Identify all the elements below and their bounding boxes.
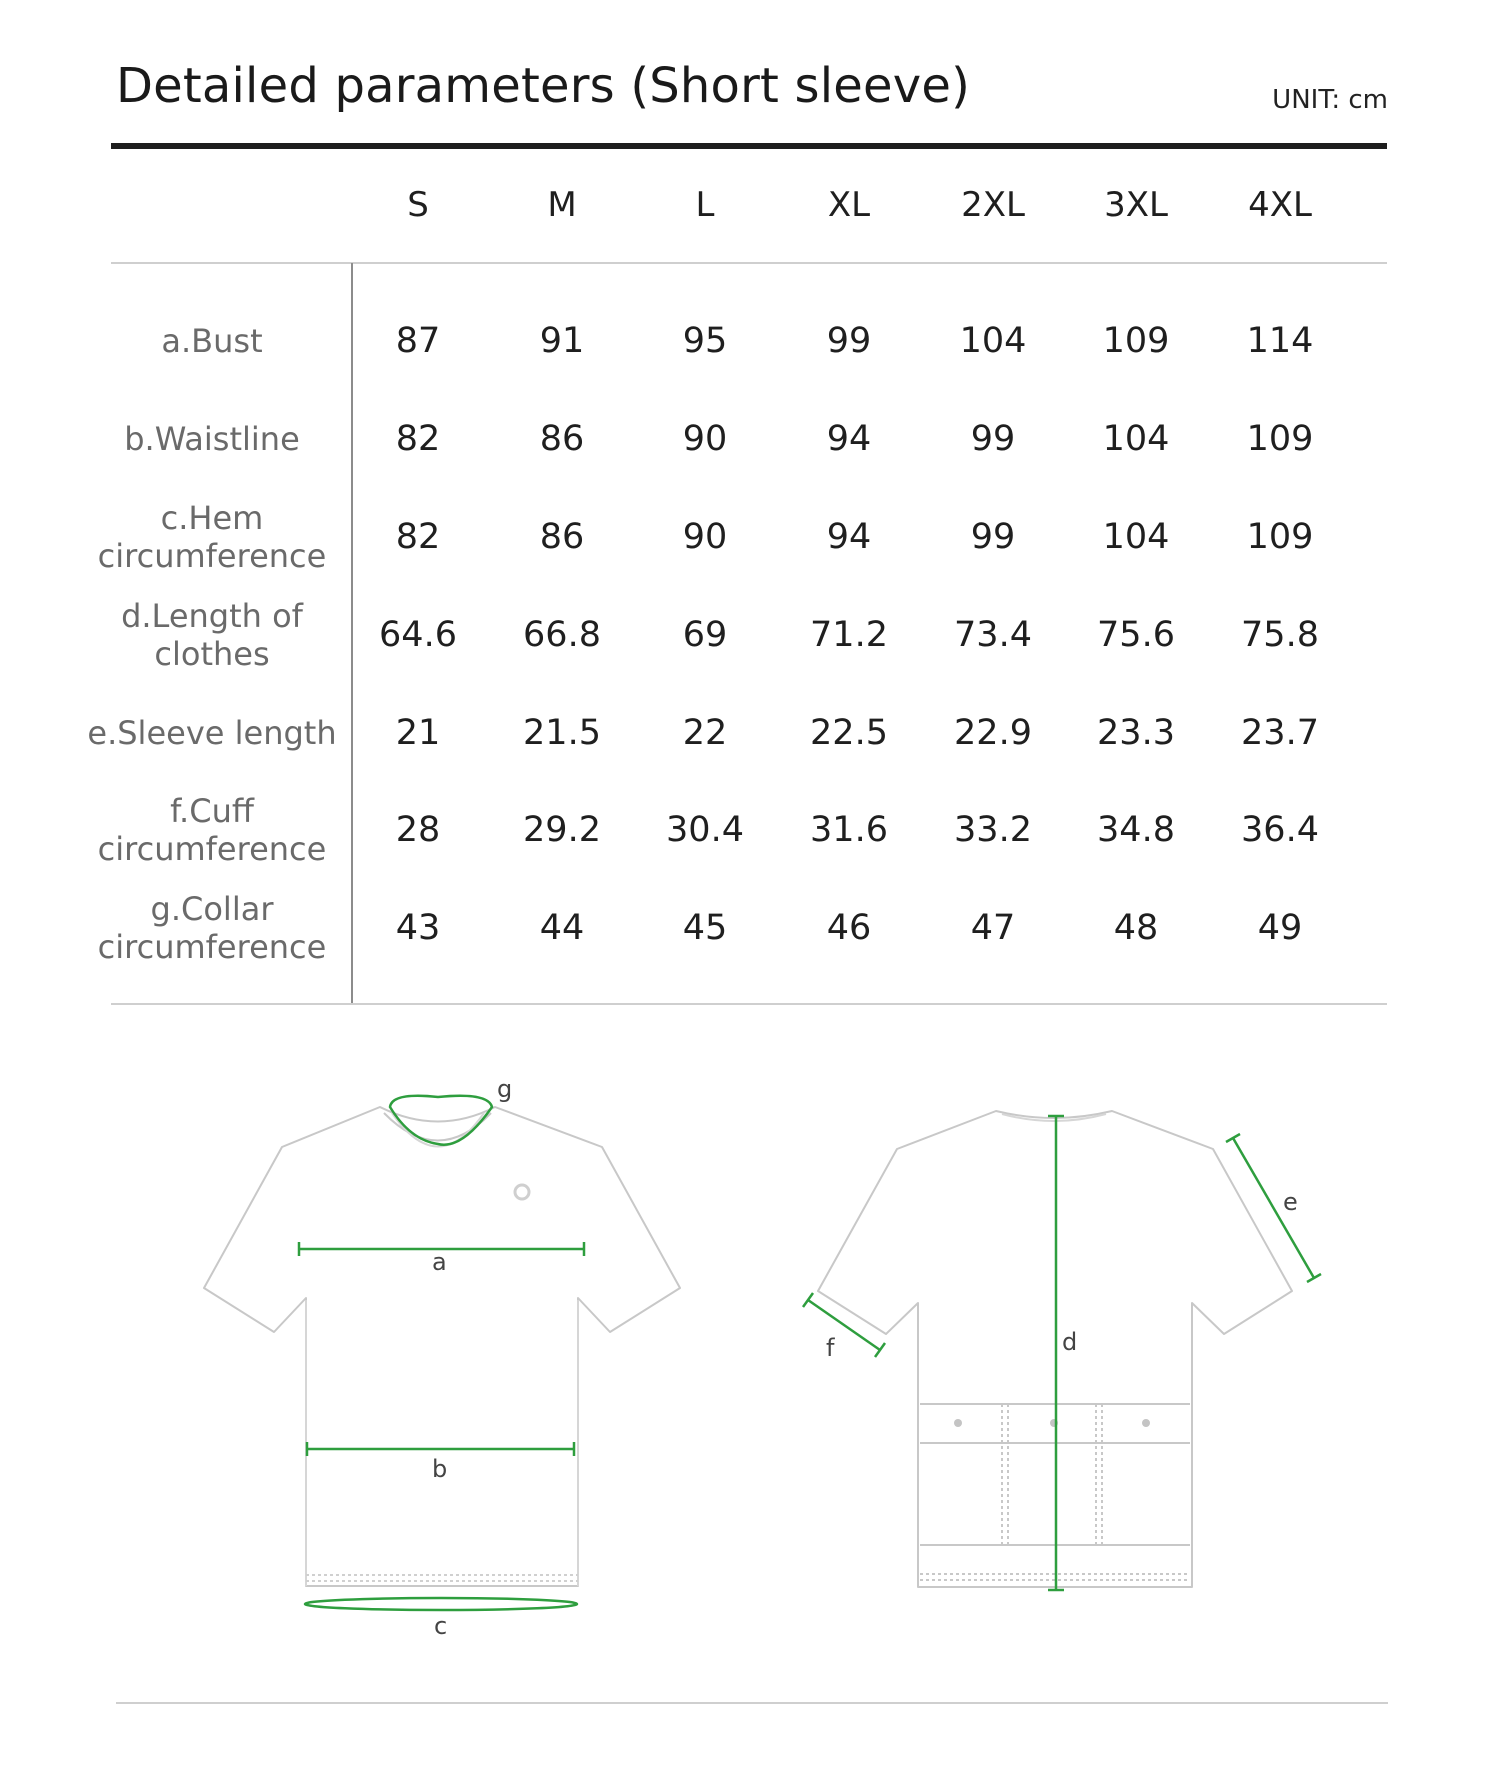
table-cell: 75.6 (1097, 615, 1175, 655)
row-label: d.Length of clothes (121, 597, 303, 673)
table-cell: 34.8 (1097, 810, 1175, 850)
size-header-s: S (407, 185, 429, 225)
table-cell: 22.5 (810, 713, 888, 753)
row-label: a.Bust (161, 322, 263, 360)
row-label: g.Collar circumference (97, 890, 327, 966)
table-cell: 66.8 (523, 615, 601, 655)
table-cell: 22 (682, 713, 728, 753)
table-cell: 114 (1246, 321, 1314, 361)
unit-label: UNIT: cm (1272, 85, 1388, 115)
table-cell: 29.2 (523, 810, 601, 850)
footer-divider (116, 1702, 1388, 1704)
size-header-2xl: 2XL (961, 185, 1025, 225)
table-cell: 69 (682, 615, 728, 655)
table-cell: 94 (826, 419, 872, 459)
table-cell: 90 (682, 517, 728, 557)
table-cell: 75.8 (1241, 615, 1319, 655)
table-cell: 21 (395, 713, 441, 753)
diagram-label-b: b (432, 1455, 448, 1483)
row-label: c.Hem circumference (97, 499, 327, 575)
size-header-m: M (547, 185, 577, 225)
tshirt-front-outline (204, 1107, 680, 1586)
diagram-label-e: e (1283, 1188, 1298, 1216)
table-cell: 95 (682, 321, 728, 361)
back-buttons (954, 1419, 1150, 1427)
table-cell: 64.6 (379, 615, 457, 655)
table-cell: 109 (1246, 517, 1314, 557)
diagram-label-g: g (497, 1075, 513, 1103)
page-title: Detailed parameters (Short sleeve) (116, 58, 970, 114)
size-header-4xl: 4XL (1248, 185, 1312, 225)
size-header-l: L (695, 185, 715, 225)
table-cell: 46 (826, 908, 872, 948)
diagram-label-a: a (432, 1248, 447, 1276)
table-cell: 86 (539, 419, 585, 459)
front-measure-lines (299, 1096, 584, 1610)
table-cell: 99 (970, 517, 1016, 557)
size-header-3xl: 3XL (1104, 185, 1168, 225)
table-cell: 109 (1102, 321, 1170, 361)
diagram-label-f: f (826, 1334, 835, 1362)
table-cell: 22.9 (954, 713, 1032, 753)
row-label: b.Waistline (124, 420, 300, 458)
table-cell: 47 (970, 908, 1016, 948)
table-cell: 36.4 (1241, 810, 1319, 850)
table-cell: 28 (395, 810, 441, 850)
tshirt-measurement-diagram (0, 1040, 1500, 1680)
diagram-label-c: c (434, 1612, 448, 1640)
table-cell: 49 (1257, 908, 1303, 948)
table-cell: 71.2 (810, 615, 888, 655)
table-cell: 23.7 (1241, 713, 1319, 753)
hem-measure-c (305, 1598, 577, 1610)
table-cell: 99 (970, 419, 1016, 459)
table-cell: 48 (1113, 908, 1159, 948)
table-cell: 31.6 (810, 810, 888, 850)
table-cell: 87 (395, 321, 441, 361)
table-cell: 23.3 (1097, 713, 1175, 753)
table-cell: 33.2 (954, 810, 1032, 850)
table-cell: 44 (539, 908, 585, 948)
table-cell: 99 (826, 321, 872, 361)
collar-measure-g (390, 1096, 492, 1145)
table-cell: 91 (539, 321, 585, 361)
table-cell: 104 (959, 321, 1027, 361)
row-label: e.Sleeve length (87, 714, 337, 752)
row-label: f.Cuff circumference (97, 792, 327, 868)
table-cell: 86 (539, 517, 585, 557)
table-cell: 45 (682, 908, 728, 948)
table-bottom-divider (111, 1003, 1387, 1005)
table-cell: 109 (1246, 419, 1314, 459)
table-cell: 104 (1102, 517, 1170, 557)
table-cell: 82 (395, 419, 441, 459)
table-cell: 30.4 (666, 810, 744, 850)
diagram-label-d: d (1062, 1328, 1078, 1356)
header-divider (111, 143, 1387, 149)
table-cell: 73.4 (954, 615, 1032, 655)
table-cell: 94 (826, 517, 872, 557)
table-cell: 82 (395, 517, 441, 557)
table-header-divider (111, 262, 1387, 264)
table-cell: 21.5 (523, 713, 601, 753)
table-cell: 104 (1102, 419, 1170, 459)
table-cell: 90 (682, 419, 728, 459)
table-cell: 43 (395, 908, 441, 948)
size-header-xl: XL (827, 185, 871, 225)
